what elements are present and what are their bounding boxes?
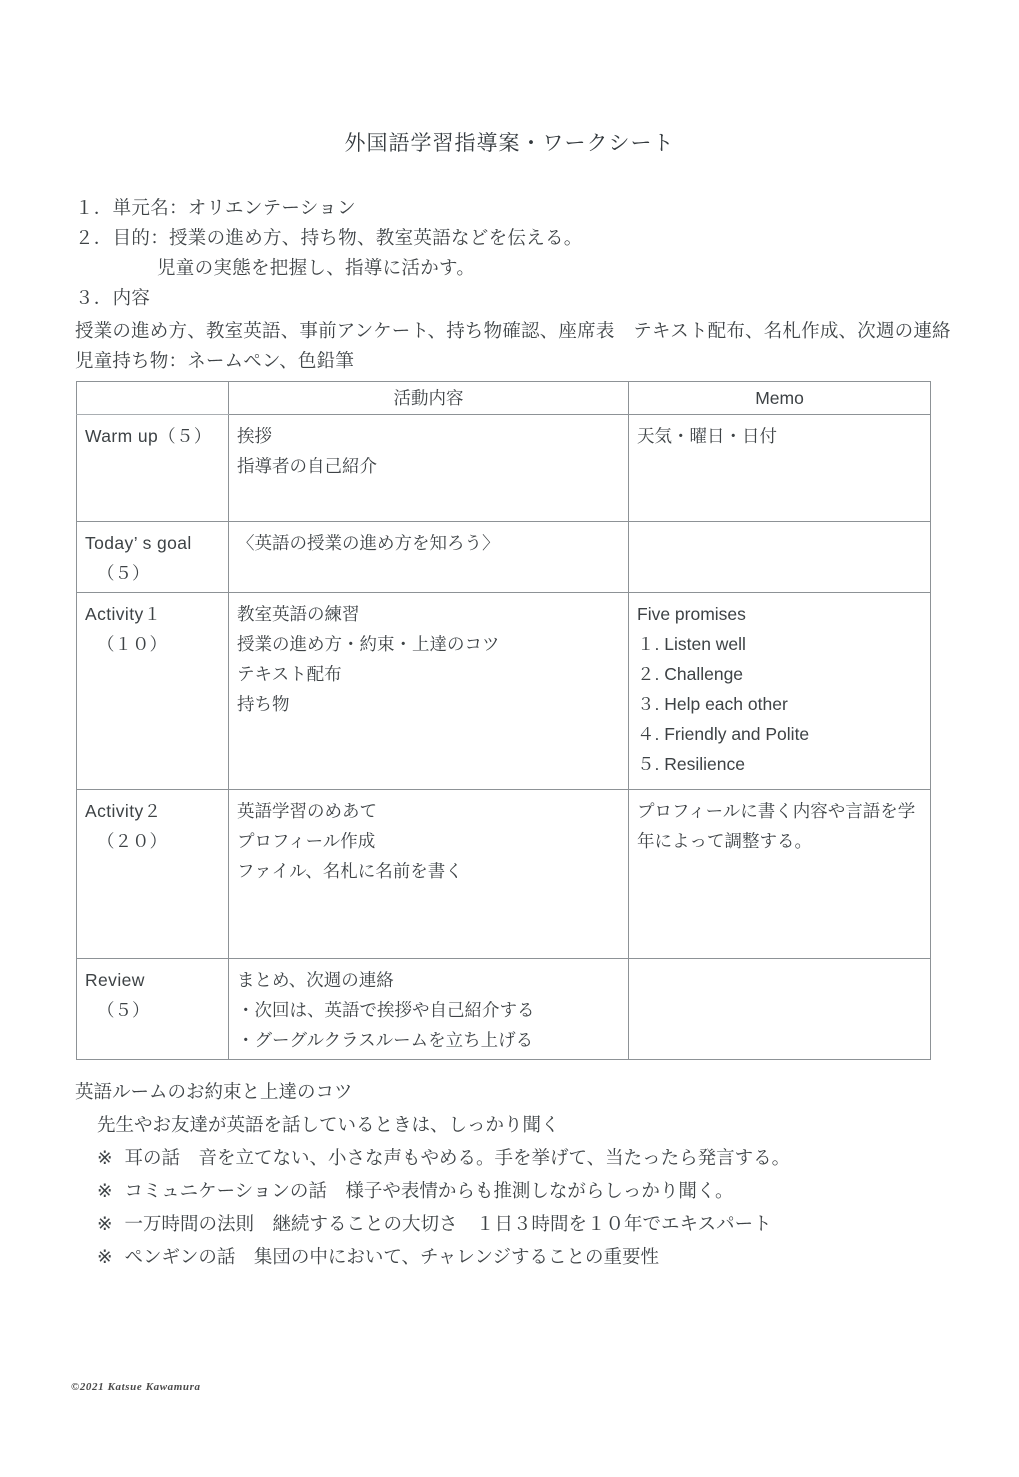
phase-cell-warmup [77,415,229,522]
memo-line: 天気・曜日・日付 [637,426,777,446]
activity-line: テキスト配布 [237,664,342,684]
phase-name: Activity２ [85,801,162,821]
phase-name: Warm up（５） [85,426,212,446]
phase-name: Review [85,970,145,990]
activity-line: 教室英語の練習 [237,604,360,624]
activity-cell-activity1 [229,593,629,790]
phase-name: Today’ s goal [85,533,192,553]
content-section [75,316,975,376]
phase-time: （１０） [97,634,167,654]
reference-mark-icon: ※ [97,1213,113,1234]
activity-cell-warmup [229,415,629,522]
intro-item-2: ２．目的：授業の進め方、持ち物、教室英語などを伝える。 [75,227,583,248]
promise-item: ２. Challenge [637,664,744,684]
promise-item: ４. Friendly and Polite [637,724,810,744]
table-row [77,959,931,1060]
note-item [75,1240,975,1273]
activity-cell-review [229,959,629,1060]
notes-subline: 先生やお友達が英語を話しているときは、しっかり聞く [97,1114,560,1135]
reference-mark-icon: ※ [97,1147,113,1168]
intro-item-2-sub: 児童の実態を把握し、指導に活かす。 [157,257,476,278]
column-header-activity: 活動内容 [229,382,629,415]
activity-line: 指導者の自己紹介 [237,456,377,476]
copyright-notice: ©2021 Katsue Kawamura [71,1381,201,1393]
activity-line: プロフィール作成 [237,831,376,851]
phase-cell-activity1 [77,593,229,790]
phase-time: （２０） [97,831,167,851]
activity-bullet: ・グーグルクラスルームを立ち上げる [237,1030,534,1050]
table-row [77,790,931,959]
activity-line: 挨拶 [237,426,272,446]
content-line-2: 児童持ち物：ネームペン、色鉛筆 [75,350,355,371]
intro-item-3: ３．内容 [75,287,151,308]
activity-line: まとめ、次週の連絡 [237,970,394,990]
phase-cell-review [77,959,229,1060]
memo-cell-activity2 [629,790,931,959]
memo-cell-todays-goal [629,522,931,593]
promise-item: ５. Resilience [637,754,745,774]
promise-item: １. Listen well [637,634,746,654]
memo-line: Five promises [637,604,746,624]
phase-cell-activity2 [77,790,229,959]
activity-line: 持ち物 [237,694,290,714]
content-line-1: 授業の進め方、教室英語、事前アンケート、持ち物確認、座席表 テキスト配布、名札作成、次週の連絡 [75,320,951,341]
notes-section [75,1075,975,1273]
activity-line: 英語学習のめあて [237,801,377,821]
note-item [75,1207,975,1240]
activity-line: 授業の進め方・約束・上達のコツ [237,634,500,654]
note-item-text: ペンギンの話 集団の中において、チャレンジすることの重要性 [124,1246,659,1267]
notes-heading: 英語ルームのお約束と上達のコツ [75,1081,353,1102]
note-item-text: コミュニケーションの話 様子や表情からも推測しながらしっかり聞く。 [124,1180,734,1201]
column-header-phase [77,382,229,415]
reference-mark-icon: ※ [97,1246,113,1267]
activity-cell-activity2 [229,790,629,959]
lesson-plan-table [76,381,931,1060]
intro-item-1: １．単元名：オリエンテーション [75,197,356,218]
memo-cell-warmup [629,415,931,522]
memo-cell-review [629,959,931,1060]
table-row [77,415,931,522]
promise-item: ３. Help each other [637,694,788,714]
note-item-text: 耳の話 音を立てない、小さな声もやめる。手を挙げて、当たったら発言する。 [124,1147,791,1168]
activity-cell-todays-goal [229,522,629,593]
note-item-text: 一万時間の法則 継続することの大切さ １日３時間を１０年でエキスパート [124,1213,772,1234]
reference-mark-icon: ※ [97,1180,113,1201]
table-row [77,522,931,593]
memo-line: プロフィールに書く内容や言語を学年によって調整する。 [637,801,916,851]
note-item [75,1174,975,1207]
intro-section [75,193,955,313]
phase-name: Activity１ [85,604,162,624]
phase-cell-todays-goal [77,522,229,593]
table-row [77,593,931,790]
activity-line: 〈英語の授業の進め方を知ろう〉 [237,533,500,553]
phase-time: （５） [97,1000,150,1020]
column-header-memo: Memo [629,382,931,415]
page-title: 外国語学習指導案・ワークシート [344,132,675,155]
activity-line: ファイル、名札に名前を書く [237,861,463,881]
table-header-row [77,382,931,415]
note-item [75,1141,975,1174]
memo-cell-activity1 [629,593,931,790]
activity-bullet: ・次回は、英語で挨拶や自己紹介する [237,1000,535,1020]
phase-time: （５） [97,563,150,583]
